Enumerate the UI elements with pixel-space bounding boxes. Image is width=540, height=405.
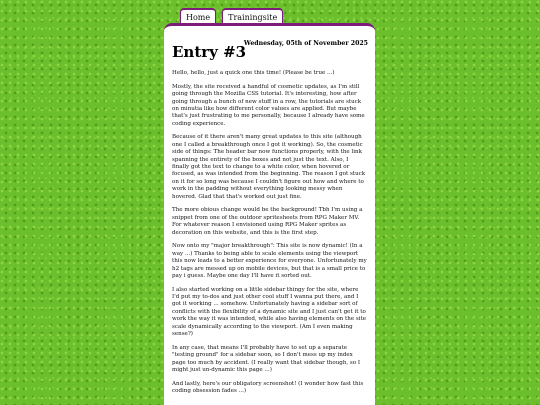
entry-paragraph: Because of it there aren't many great updates to this site (although one I called a breakthrough once I got it working). So, the cosmetic side of things: The header bar now functions properly, with the link spanning the entirety of the boxes and not just the text. Also, I finally got the text to change to a white color, when hovered or focused, as was intended from the beginning. The reason I got stuck on it for so long was because I couldn't figure out how and where to work in the padding without everything looking messy when hovered. Glad that that's worked out just fine.	[172, 134, 366, 200]
entry-paragraph: Mostly, the site received a handful of cosmetic updates, as I'm still going through the Mozilla CSS tutorial. It's interesting, how after going through a bunch of new stuff in a row, the tutorials are stuck on minutia like how different color values are applied. But maybe that's just frustrating to me personally, because I already have some coding experience.	[172, 83, 365, 127]
entry-paragraph: And lastly, here's our obligatory screenshot! (I wonder how fast this coding obsession fades ...)	[172, 380, 364, 395]
entry-paragraph: Hello, hello, just a quick one this time! (Please be true ...)	[172, 70, 335, 76]
nav-home-link[interactable]: Home	[180, 8, 216, 24]
entry-header	[172, 34, 367, 70]
nav-trainingsite-link[interactable]: Trainingsite	[222, 8, 283, 24]
entry-paragraph: Now onto my "major breakthrough": This site is now dynamic! (In a way ...) Thanks to being able to scale elements using the viewport this now leads to a better experience for everyone. Unfortunately my h2 tags are messed up on mobile devices, but that is a small price to pay i guess. Maybe one day I'll have it sorted out.	[172, 243, 367, 279]
entry-paragraph: The more obious change would be the background! Tbh I'm using a snippet from one of the outdoor spritesheets from RPG Maker MV. For whatever reason I envisioned using RPG Maker sprites as decoration on this website, and this is the first step.	[172, 207, 363, 236]
entry-panel	[164, 23, 375, 405]
entry-title: Entry #3	[172, 43, 247, 61]
top-nav	[180, 8, 283, 24]
entry-body	[172, 70, 367, 396]
entry-date: Wednesday, 05th of November 2025	[243, 40, 368, 47]
entry-paragraph: I also started working on a little sidebar thingy for the site, where I'd put my to-dos and just other cool stuff I wanna put there, and I got it working ... somehow. Unfortunately having a sidebar sort of conflicts with the flexibility of a dynamic site and I just can't get it to work the way it was intended, while also having elements on the site scale dynamically according to the viewport. (Am I even making sense?)	[172, 286, 367, 338]
entry-paragraph: In any case, that means I'll probably have to set up a separate "testing ground" for a sidebar soon, so I don't mess up my index page too much by accident. (I really want that sidebar though, so I might just un-dynamic this page ...)	[172, 344, 361, 373]
